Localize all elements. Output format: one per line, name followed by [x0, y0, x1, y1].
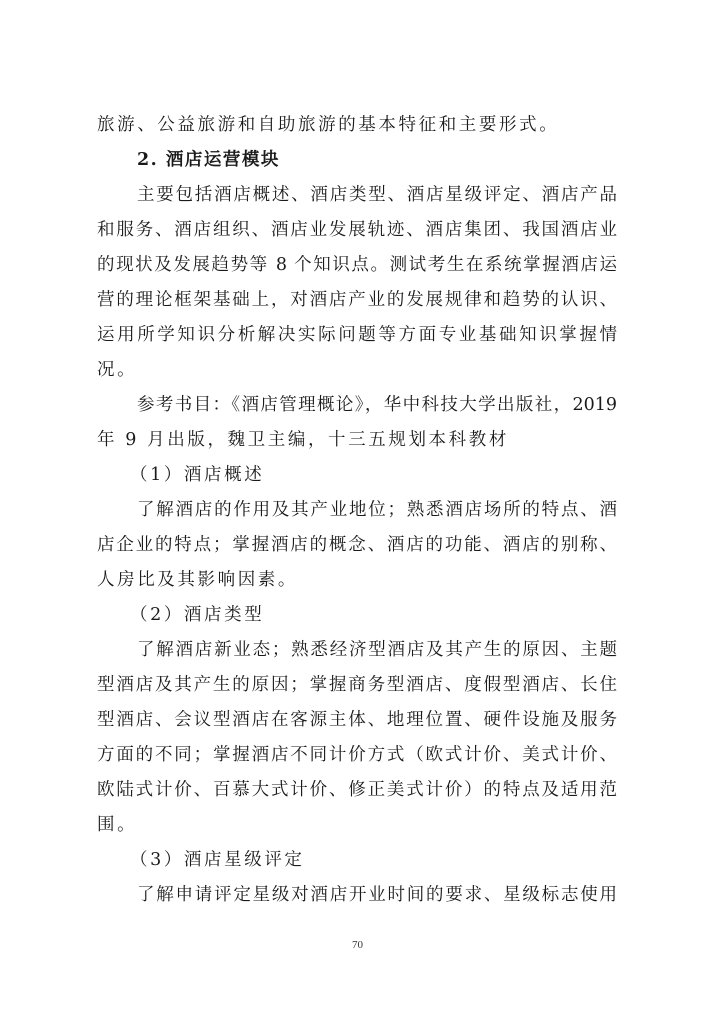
- text-line: 方面的不同；掌握酒店不同计价方式（欧式计价、美式计价、: [97, 745, 617, 765]
- subsection-heading: （1）酒店概述: [130, 465, 265, 485]
- section-heading: 2. 酒店运营模块: [137, 150, 280, 170]
- reference-line: 年 9 月出版，魏卫主编，十三五规划本科教材: [97, 430, 509, 450]
- text-line: 了解申请评定星级对酒店开业时间的要求、星级标志使用: [137, 885, 617, 905]
- text-line: 营的理论框架基础上，对酒店产业的发展规律和趋势的认识、: [97, 290, 617, 310]
- page-number: 70: [352, 939, 363, 951]
- text-line: 了解酒店新业态；熟悉经济型酒店及其产生的原因、主题: [137, 640, 617, 660]
- text-line: 运用所学知识分析解决实际问题等方面专业基础知识掌握情: [97, 325, 617, 345]
- text-line: 店企业的特点；掌握酒店的概念、酒店的功能、酒店的别称、: [97, 535, 617, 555]
- text-line: 主要包括酒店概述、酒店类型、酒店星级评定、酒店产品: [137, 185, 617, 205]
- subsection-heading: （3）酒店星级评定: [130, 850, 305, 870]
- text-line: 旅游、公益旅游和自助旅游的基本特征和主要形式。: [97, 115, 560, 135]
- text-line: 了解酒店的作用及其产业地位；熟悉酒店场所的特点、酒: [137, 500, 617, 520]
- text-line: 欧陆式计价、百慕大式计价、修正美式计价）的特点及适用范: [97, 780, 617, 800]
- text-line: 围。: [97, 815, 138, 835]
- text-line: 和服务、酒店组织、酒店业发展轨迹、酒店集团、我国酒店业: [97, 220, 617, 240]
- text-line: 型酒店、会议型酒店在客源主体、地理位置、硬件设施及服务: [97, 710, 617, 730]
- text-line: 的现状及发展趋势等 8 个知识点。测试考生在系统掌握酒店运: [97, 255, 617, 275]
- text-line: 人房比及其影响因素。: [97, 570, 298, 590]
- text-line: 型酒店及其产生的原因；掌握商务型酒店、度假型酒店、长住: [97, 675, 617, 695]
- reference-line: 参考书目：《酒店管理概论》，华中科技大学出版社，2019: [137, 395, 617, 415]
- text-line: 况。: [97, 360, 138, 380]
- subsection-heading: （2）酒店类型: [130, 605, 265, 625]
